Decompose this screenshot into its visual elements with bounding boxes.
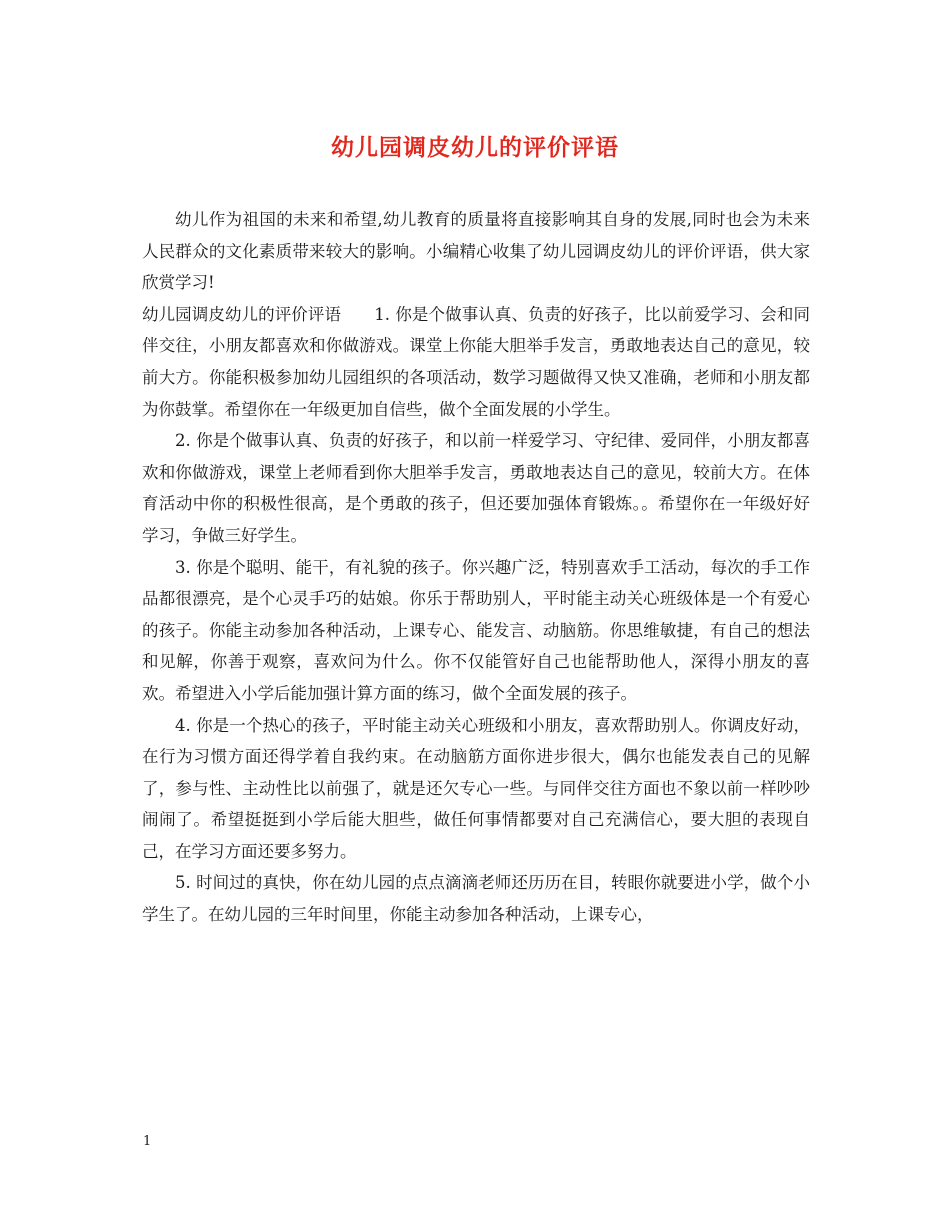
comment-paragraph-1: 幼儿园调皮幼儿的评价评语 1. 你是个做事认真、负责的好孩子，比以前爱学习、会和同伴交往，小朋友都喜欢和你做游戏。课堂上你能大胆举手发言，勇敢地表达自己的意见，较前大方。你能积极参加幼儿园组织的各项活动，数学习题做得又快又准确，老师和小朋友都为你鼓掌。希望你在一年级更加自信些，做个全面发展的小学生。 <box>142 304 810 419</box>
comment-paragraph-5: 5. 时间过的真快，你在幼儿园的点点滴滴老师还历历在目，转眼你就要进小学，做个小学生了。在幼儿园的三年时间里，你能主动参加各种活动，上课专心， <box>142 873 810 925</box>
comment-paragraph-4: 4. 你是一个热心的孩子，平时能主动关心班级和小朋友，喜欢帮助别人。你调皮好动，在行为习惯方面还得学着自我约束。在动脑筋方面你进步很大，偶尔也能发表自己的见解了，参与性、主动性比以前强了，就是还欠专心一些。与同伴交往方面也不象以前一样吵吵闹闹了。希望挺挺到小学后能大胆些，做任何事情都要对自己充满信心，要大胆的表现自己，在学习方面还要多努力。 <box>142 715 810 861</box>
document-body <box>142 204 810 931</box>
comment-paragraph-2: 2. 你是个做事认真、负责的好孩子，和以前一样爱学习、守纪律、爱同伴，小朋友都喜欢和你做游戏，课堂上老师看到你大胆举手发言，勇敢地表达自己的意见，较前大方。在体育活动中你的积极性很高，是个勇敢的孩子，但还要加强体育锻炼。。希望你在一年级好好学习，争做三好学生。 <box>142 431 810 545</box>
page-number: 1 <box>143 1134 152 1149</box>
page-title: 幼儿园调皮幼儿的评价评语 <box>331 135 619 161</box>
comment-paragraph-3: 3. 你是个聪明、能干，有礼貌的孩子。你兴趣广泛，特别喜欢手工活动，每次的手工作品都很漂亮，是个心灵手巧的姑娘。你乐于帮助别人，平时能主动关心班级体是一个有爱心的孩子。你能主动参加各种活动，上课专心、能发言、动脑筋。你思维敏捷，有自己的想法和见解，你善于观察，喜欢问为什么。你不仅能管好自己也能帮助他人，深得小朋友的喜欢。希望进入小学后能加强计算方面的练习，做个全面发展的孩子。 <box>142 557 810 703</box>
intro-paragraph: 幼儿作为祖国的未来和希望,幼儿教育的质量将直接影响其自身的发展,同时也会为未来人民群众的文化素质带来较大的影响。小编精心收集了幼儿园调皮幼儿的评价评语，供大家欣赏学习! <box>142 210 810 293</box>
